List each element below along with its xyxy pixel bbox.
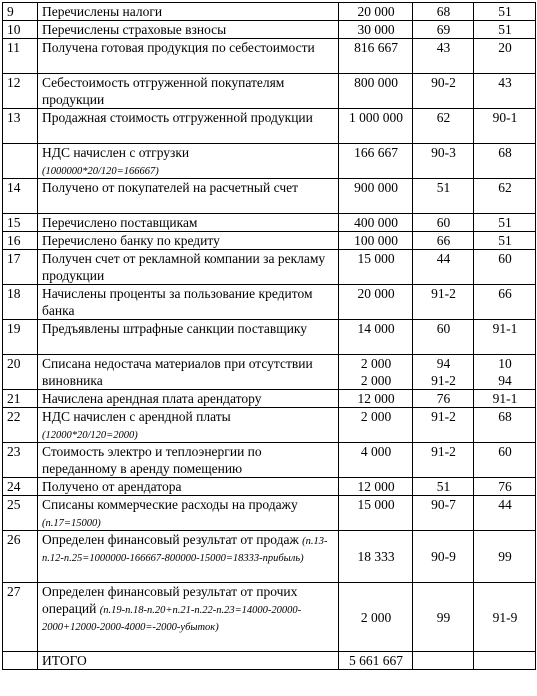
entry-debit-cell: [413, 214, 474, 232]
entry-number: 9: [3, 3, 38, 21]
entry-number: 21: [3, 390, 38, 408]
table-row: [3, 531, 536, 583]
entry-debit: 91-2: [431, 373, 456, 388]
entry-debit-cell: [413, 583, 474, 652]
entry-debit-cell: [413, 496, 474, 531]
table-row: [3, 74, 536, 109]
entry-credit: 68: [498, 145, 512, 160]
entry-description: Определен финансовый результат от прочих операций: [42, 584, 298, 616]
entry-credit: 51: [498, 233, 512, 248]
entry-number: 22: [3, 408, 38, 443]
entry-credit: 60: [498, 251, 512, 266]
entry-debit-cell: [413, 355, 474, 390]
entry-description-cell: [38, 320, 339, 355]
entry-debit: 60: [436, 321, 451, 336]
entry-debit: 90-7: [431, 497, 456, 512]
table-row: [3, 21, 536, 39]
entry-debit-cell: [413, 408, 474, 443]
entry-description-cell: [38, 496, 339, 531]
entry-amount-cell: [339, 355, 413, 390]
table-row: [3, 443, 536, 478]
entry-amount: 14 000: [357, 321, 395, 336]
entry-credit-cell: [474, 285, 536, 320]
entry-description: Получена готовая продукция по себестоимости: [42, 40, 315, 55]
entry-description: Перечислены страховые взносы: [42, 22, 227, 37]
table-row: [3, 408, 536, 443]
entry-credit: 91-9: [492, 609, 518, 625]
entry-amount-cell: [339, 144, 413, 179]
entry-credit: 51: [498, 4, 512, 19]
entry-description-cell: [38, 355, 339, 390]
entry-credit: 60: [498, 444, 512, 459]
entry-credit-cell: [474, 583, 536, 652]
entry-amount: 1 000 000: [349, 110, 403, 125]
entry-amount: 2 000: [360, 373, 392, 388]
entry-calculation-note: (12000*20/120=2000): [42, 430, 138, 441]
entry-amount-cell: [339, 531, 413, 583]
entry-credit-cell: [474, 144, 536, 179]
entry-debit: 66: [436, 233, 451, 248]
entry-description-cell: [38, 144, 339, 179]
entry-description: НДС начислен с арендной платы: [42, 409, 231, 424]
entry-number: 18: [3, 285, 38, 320]
entry-number: 23: [3, 443, 38, 478]
entry-amount: 18 333: [357, 549, 395, 564]
entry-amount: 15 000: [357, 251, 395, 266]
table-row: [3, 109, 536, 144]
entry-credit-cell: [474, 478, 536, 496]
entry-number: 24: [3, 478, 38, 496]
entry-credit-cell: [474, 179, 536, 214]
entry-description: Получен счет от рекламной компании за рекламу продукции: [42, 251, 326, 283]
entry-credit: 91-1: [492, 321, 518, 336]
entry-number: 27: [3, 583, 38, 652]
total-row: [3, 652, 536, 670]
entry-debit: 76: [436, 391, 451, 406]
entry-amount: 2 000: [360, 356, 392, 371]
entry-description: Перечислено банку по кредиту: [42, 233, 220, 248]
entry-debit-cell: [413, 144, 474, 179]
journal-table: [2, 2, 536, 670]
table-row: [3, 250, 536, 285]
entry-debit-cell: [413, 320, 474, 355]
entry-credit: 62: [498, 180, 512, 195]
entry-amount: 12 000: [357, 479, 395, 494]
entry-amount-cell: [339, 408, 413, 443]
table-row: [3, 496, 536, 531]
entry-credit-cell: [474, 39, 536, 74]
entry-amount-cell: [339, 496, 413, 531]
entry-number: 25: [3, 496, 38, 531]
entry-number: 12: [3, 74, 38, 109]
entry-calculation-note: (п.13-п.12-п.25=1000000-166667-800000-15000=18333-прибыль): [42, 536, 328, 564]
entry-debit-cell: [413, 478, 474, 496]
entry-debit: 90-2: [431, 75, 456, 90]
entry-debit-cell: [413, 443, 474, 478]
entry-credit: 10: [498, 356, 512, 371]
entry-amount: 900 000: [354, 180, 398, 195]
entry-debit: 62: [436, 110, 451, 125]
entry-number: 11: [3, 39, 38, 74]
entry-debit: 68: [436, 4, 451, 19]
table-row: [3, 232, 536, 250]
entry-description-cell: [38, 443, 339, 478]
entry-credit-cell: [474, 408, 536, 443]
entry-amount-cell: [339, 583, 413, 652]
entry-description-cell: [38, 109, 339, 144]
entry-description-cell: [38, 3, 339, 21]
entry-number: 19: [3, 320, 38, 355]
entry-amount-cell: [339, 478, 413, 496]
entry-amount: 816 667: [354, 40, 398, 55]
entry-credit: 20: [498, 40, 512, 55]
entry-number: 16: [3, 232, 38, 250]
entry-debit-cell: [413, 179, 474, 214]
entry-debit: 51: [436, 180, 451, 195]
entry-credit-cell: [474, 443, 536, 478]
entry-credit-cell: [474, 496, 536, 531]
entry-credit-cell: [474, 355, 536, 390]
entry-amount-cell: [339, 443, 413, 478]
table-row: [3, 390, 536, 408]
table-row: [3, 144, 536, 179]
entry-number: 17: [3, 250, 38, 285]
entry-credit: 68: [498, 409, 512, 424]
entry-credit-cell: [474, 3, 536, 21]
entry-amount: 2 000: [360, 409, 392, 424]
entry-description-cell: [38, 232, 339, 250]
entry-credit: 90-1: [492, 110, 518, 125]
entry-description: НДС начислен с отгрузки: [42, 145, 190, 160]
entry-amount: 15 000: [357, 497, 395, 512]
entry-amount: 20 000: [357, 4, 395, 19]
entry-debit-cell: [413, 74, 474, 109]
entry-description: Начислена арендная плата арендатору: [42, 391, 262, 406]
entry-amount-cell: [339, 3, 413, 21]
table-row: [3, 179, 536, 214]
entry-credit-cell: [474, 21, 536, 39]
entry-description: Списана недостача материалов при отсутствии виновника: [42, 356, 313, 388]
entry-debit: 69: [436, 22, 451, 37]
entry-debit: 60: [436, 215, 451, 230]
entry-number: 13: [3, 109, 38, 144]
entry-description-cell: [38, 531, 339, 583]
table-row: [3, 3, 536, 21]
entry-description-cell: [38, 39, 339, 74]
entry-number: 10: [3, 21, 38, 39]
entry-debit: 51: [436, 479, 451, 494]
entry-amount: 30 000: [357, 22, 395, 37]
entry-description-cell: [38, 179, 339, 214]
table-row: [3, 214, 536, 232]
entry-debit: 90-3: [431, 145, 456, 160]
entry-amount-cell: [339, 21, 413, 39]
entry-description-cell: [38, 250, 339, 285]
table-row: [3, 320, 536, 355]
entry-amount-cell: [339, 390, 413, 408]
entry-amount: 400 000: [354, 215, 398, 230]
entry-credit: 51: [498, 22, 512, 37]
entry-amount: 2 000: [360, 609, 392, 625]
entry-debit-cell: [413, 285, 474, 320]
entry-credit-cell: [474, 250, 536, 285]
entry-credit-cell: [474, 74, 536, 109]
entry-credit: 43: [498, 75, 512, 90]
entry-credit: 91-1: [492, 391, 518, 406]
entry-description: Списаны коммерческие расходы на продажу: [42, 497, 298, 512]
total-label: ИТОГО: [38, 652, 339, 670]
entry-calculation-note: (п.17=15000): [42, 518, 101, 529]
entry-credit: 99: [498, 549, 512, 564]
entry-description-cell: [38, 21, 339, 39]
entry-credit: 44: [498, 497, 512, 512]
entry-debit-cell: [413, 250, 474, 285]
entry-description: Перечислено поставщикам: [42, 215, 198, 230]
entry-amount: 20 000: [357, 286, 395, 301]
entry-debit-cell: [413, 3, 474, 21]
entry-amount-cell: [339, 250, 413, 285]
entry-number: 20: [3, 355, 38, 390]
entry-debit: 94: [436, 356, 451, 371]
entry-amount-cell: [339, 232, 413, 250]
entry-number: 14: [3, 179, 38, 214]
entry-debit: 44: [436, 251, 451, 266]
journal-body: [3, 3, 536, 652]
entry-description-cell: [38, 74, 339, 109]
table-row: [3, 478, 536, 496]
entry-debit-cell: [413, 390, 474, 408]
entry-description: Предъявлены штрафные санкции поставщику: [42, 321, 308, 336]
entry-description-cell: [38, 478, 339, 496]
total-num-cell: [3, 652, 38, 670]
entry-amount: 166 667: [354, 145, 398, 160]
entry-description: Продажная стоимость отгруженной продукции: [42, 110, 313, 125]
entry-credit: 66: [498, 286, 512, 301]
entry-description: Определен финансовый результат от продаж: [42, 532, 299, 547]
table-row: [3, 583, 536, 652]
entry-description-cell: [38, 583, 339, 652]
table-row: [3, 39, 536, 74]
entry-amount-cell: [339, 320, 413, 355]
entry-amount-cell: [339, 39, 413, 74]
entry-credit: 51: [498, 215, 512, 230]
entry-debit-cell: [413, 109, 474, 144]
entry-description: Получено от арендатора: [42, 479, 182, 494]
entry-number: 15: [3, 214, 38, 232]
entry-amount-cell: [339, 214, 413, 232]
entry-credit-cell: [474, 232, 536, 250]
entry-credit: 94: [498, 373, 512, 388]
entry-description: Начислены проценты за пользование кредитом банка: [42, 286, 313, 318]
entry-debit-cell: [413, 531, 474, 583]
table-row: [3, 355, 536, 390]
entry-debit-cell: [413, 21, 474, 39]
total-credit-cell: [474, 652, 536, 670]
total-debit-cell: [413, 652, 474, 670]
entry-description-cell: [38, 285, 339, 320]
entry-amount-cell: [339, 109, 413, 144]
entry-amount-cell: [339, 74, 413, 109]
entry-debit: 91-2: [431, 444, 456, 459]
entry-description: Получено от покупателей на расчетный счет: [42, 180, 298, 195]
entry-number: [3, 144, 38, 179]
entry-credit-cell: [474, 320, 536, 355]
entry-description: Перечислены налоги: [42, 4, 163, 19]
entry-description-cell: [38, 408, 339, 443]
entry-amount: 4 000: [360, 444, 392, 459]
entry-amount: 800 000: [354, 75, 398, 90]
entry-number: 26: [3, 531, 38, 583]
entry-amount: 12 000: [357, 391, 395, 406]
entry-credit-cell: [474, 214, 536, 232]
table-row: [3, 285, 536, 320]
entry-description-cell: [38, 390, 339, 408]
entry-credit: 76: [498, 479, 512, 494]
entry-credit-cell: [474, 109, 536, 144]
entry-calculation-note: (1000000*20/120=166667): [42, 166, 159, 177]
entry-calculation-note: (п.19-п.18-п.20+п.21-п.22-п.23=14000-20000-2000+12000-2000-4000=-2000-убыток): [42, 605, 302, 633]
entry-credit-cell: [474, 390, 536, 408]
entry-amount-cell: [339, 179, 413, 214]
entry-debit: 91-2: [431, 409, 456, 424]
entry-description: Себестоимость отгруженной покупателям продукции: [42, 75, 285, 107]
entry-amount-cell: [339, 285, 413, 320]
entry-debit-cell: [413, 39, 474, 74]
entry-debit-cell: [413, 232, 474, 250]
total-amount: 5 661 667: [339, 652, 413, 670]
entry-credit-cell: [474, 531, 536, 583]
entry-debit: 99: [436, 609, 451, 625]
entry-debit: 90-9: [431, 549, 456, 564]
entry-debit: 43: [436, 40, 451, 55]
entry-description-cell: [38, 214, 339, 232]
entry-description: Стоимость электро и теплоэнергии по переданному в аренду помещению: [42, 444, 262, 476]
entry-amount: 100 000: [354, 233, 398, 248]
entry-debit: 91-2: [431, 286, 456, 301]
